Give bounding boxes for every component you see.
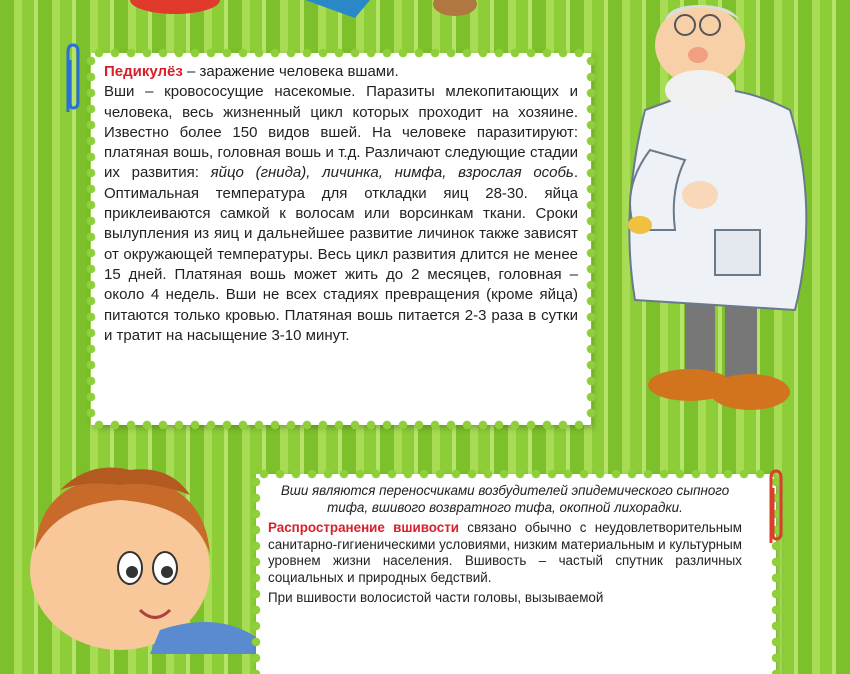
boy-illustration bbox=[0, 460, 260, 654]
pediculosis-term: Педикулёз bbox=[104, 63, 183, 80]
spread-info-text bbox=[268, 483, 742, 611]
red-paperclip-icon bbox=[762, 468, 786, 548]
top-right-decoration bbox=[430, 0, 480, 20]
head-lice-paragraph: При вшивости волосистой части головы, вызываемой bbox=[268, 590, 604, 605]
spread-term: Распространение вшивости bbox=[268, 520, 460, 535]
doctor-illustration bbox=[590, 0, 850, 430]
spread-info-card bbox=[256, 474, 776, 674]
paperclip-icon bbox=[60, 42, 82, 117]
lice-info-text bbox=[104, 62, 578, 346]
disease-carriers-text: Вши являются переносчиками возбудителей эпидемического сыпного тифа, вшивого возвратного тифа, окопной лихорадки. bbox=[280, 483, 730, 515]
lice-paragraph-b: . Оптимальная температура для откладки яиц 28-30. яйца приклеиваются самкой к волосам или ворсинкам ткани. Сроки вылупления из яиц и дальнейшее развитие личинок также зависят от окружающей температуры. Весь цикл развития длится не менее 15 дней. Платяная вошь может жить до 2 месяцев, головная – около 4 недель. Вши не всех стадиях превращения (кроме яйца) питаются только кровью. Платяная вошь питается 2-3 раза в сутки и тратит на насыщение 3-10 минут. bbox=[104, 164, 578, 344]
spread-description: связано обычно с неудовлетворительным санитарно-гигиеническими условиями, низким материальным и культурным уровнем жизни населения. Вшивость – частый спутник различных социальных и природных бедствий. bbox=[268, 520, 742, 585]
lice-stages: яйцо (гнида), личинка, нимфа, взрослая особь bbox=[210, 164, 574, 182]
lice-paragraph-a: Вши – кровососущие насекомые. Паразиты млекопитающих и человека, весь жизненный цикл которых проходит на хозяине. Известно более 150 видов вшей. На человеке паразитируют: платяная вошь, головная вошь и т.д. Различают следующие стадии их развития: bbox=[104, 83, 578, 182]
top-decoration bbox=[130, 0, 380, 22]
lice-info-card bbox=[91, 53, 591, 425]
pediculosis-definition: – заражение человека вшами. bbox=[182, 63, 399, 80]
